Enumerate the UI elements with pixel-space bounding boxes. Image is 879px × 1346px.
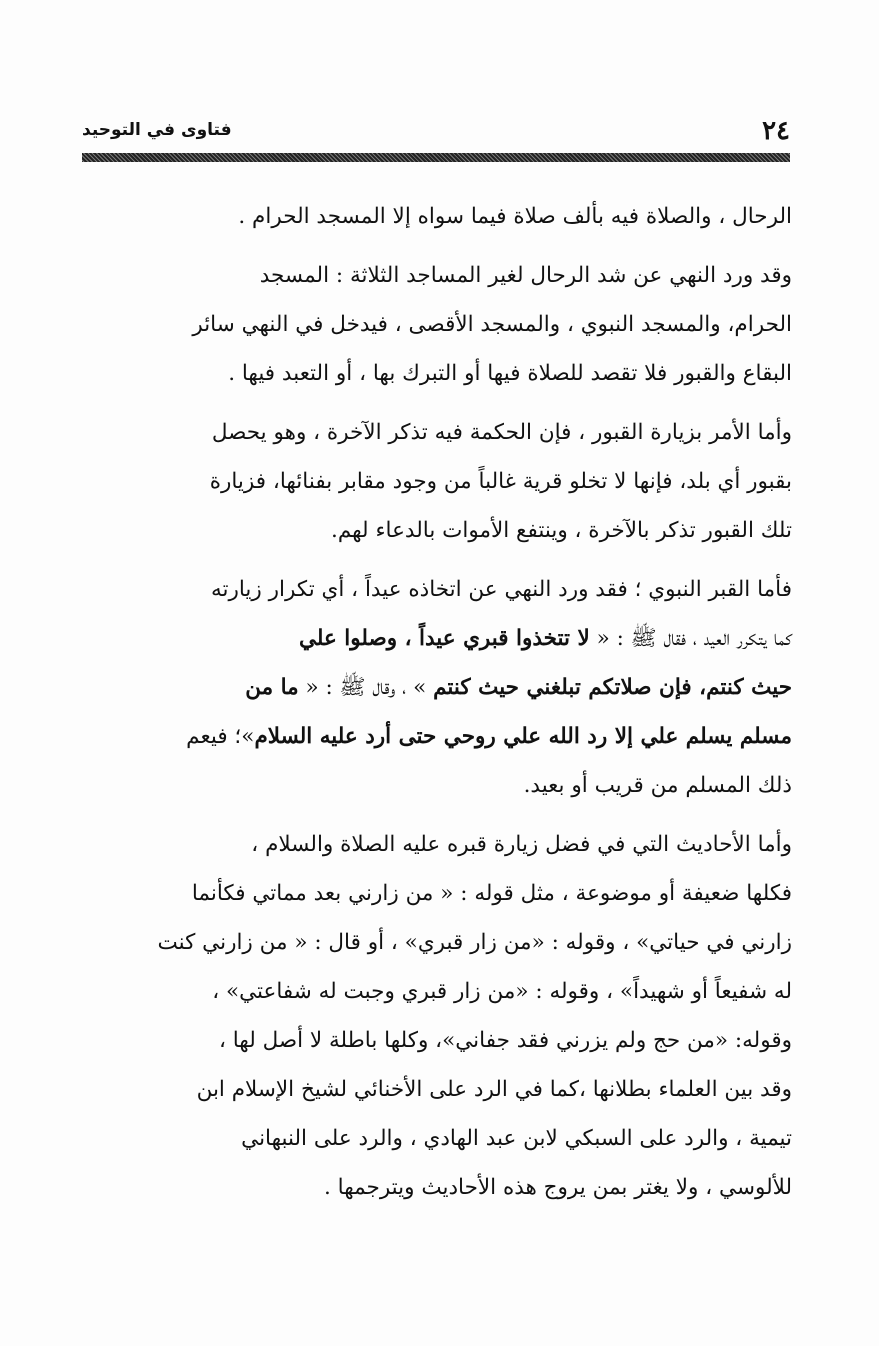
text-line <box>80 663 792 712</box>
text-run: كما يتكرر العيد ، فقال ﷺ : « <box>589 626 792 651</box>
body-text <box>80 192 792 1222</box>
text-line <box>80 349 792 398</box>
text-line <box>80 565 792 614</box>
text-run: فأما القبر النبوي ؛ فقد ورد النهي عن اتخاذه عيداً ، أي تكرار زيارته <box>210 577 792 602</box>
text-run: تلك القبور تذكر بالآخرة ، وينتفع الأموات بالدعاء لهم. <box>331 518 792 543</box>
text-run: وقوله: «من حج ولم يزرني فقد جفاني»، وكلها باطلة لا أصل لها ، <box>218 1028 792 1053</box>
text-run: الحرام، والمسجد النبوي ، والمسجد الأقصى ، فيدخل في النهي سائر <box>192 312 792 337</box>
hadith-text: مسلم يسلم علي إلا رد الله علي روحي حتى أرد عليه السلام <box>254 724 792 749</box>
text-run: » ، وقال ﷺ : « <box>298 675 434 700</box>
text-line <box>80 712 792 761</box>
text-line <box>80 192 792 241</box>
text-line <box>80 761 792 810</box>
paragraph <box>80 565 792 810</box>
page-number: ٢٤ <box>762 116 790 146</box>
text-line <box>80 967 792 1016</box>
text-run: فكلها ضعيفة أو موضوعة ، مثل قوله : « من زارني بعد مماتي فكأنما <box>191 881 792 906</box>
text-run: البقاع والقبور فلا تقصد للصلاة فيها أو التبرك بها ، أو التعبد فيها . <box>228 361 792 386</box>
text-line <box>80 1114 792 1163</box>
text-run: ذلك المسلم من قريب أو بعيد. <box>523 773 792 798</box>
page-header <box>82 116 790 144</box>
paragraph <box>80 408 792 555</box>
text-run: زارني في حياتي» ، وقوله : «من زار قبري» ، أو قال : « من زارني كنت <box>157 930 792 955</box>
text-run: وقد بين العلماء بطلانها ،كما في الرد على الأخنائي لشيخ الإسلام ابن <box>196 1077 792 1102</box>
text-line <box>80 869 792 918</box>
paragraph <box>80 820 792 1212</box>
paragraph <box>80 192 792 241</box>
running-title: فتاوى في التوحيد <box>82 120 232 140</box>
paragraph <box>80 251 792 398</box>
text-line <box>80 820 792 869</box>
hadith-text: حيث كنتم، فإن صلاتكم تبلغني حيث كنتم <box>433 675 792 700</box>
text-line <box>80 506 792 555</box>
text-line <box>80 408 792 457</box>
text-line <box>80 918 792 967</box>
text-line <box>80 1016 792 1065</box>
text-line <box>80 457 792 506</box>
text-line <box>80 300 792 349</box>
text-run: بقبور أي بلد، فإنها لا تخلو قرية غالباً من وجود مقابر بفنائها، فزيارة <box>209 469 792 494</box>
text-run: الرحال ، والصلاة فيه بألف صلاة فيما سواه إلا المسجد الحرام . <box>238 204 792 229</box>
text-run: »؛ فيعم <box>186 724 255 749</box>
text-line <box>80 1163 792 1212</box>
text-run: وأما الأحاديث التي في فضل زيارة قبره عليه الصلاة والسلام ، <box>251 832 792 857</box>
text-run: له شفيعاً أو شهيداً» ، وقوله : «من زار قبري وجبت له شفاعتي» ، <box>212 979 792 1004</box>
text-run: للألوسي ، ولا يغتر بمن يروج هذه الأحاديث ويترجمها . <box>323 1175 792 1200</box>
text-run: وقد ورد النهي عن شد الرحال لغير المساجد الثلاثة : المسجد <box>259 263 792 288</box>
text-line <box>80 251 792 300</box>
hadith-text: ما من <box>245 675 299 700</box>
text-line <box>80 614 792 663</box>
text-run: تيمية ، والرد على السبكي لابن عبد الهادي ، والرد على النبهاني <box>241 1126 792 1151</box>
text-run: وأما الأمر بزيارة القبور ، فإن الحكمة فيه تذكر الآخرة ، وهو يحصل <box>211 420 792 445</box>
hadith-text: لا تتخذوا قبري عيداً ، وصلوا علي <box>298 626 590 651</box>
text-line <box>80 1065 792 1114</box>
header-rule <box>82 153 790 162</box>
